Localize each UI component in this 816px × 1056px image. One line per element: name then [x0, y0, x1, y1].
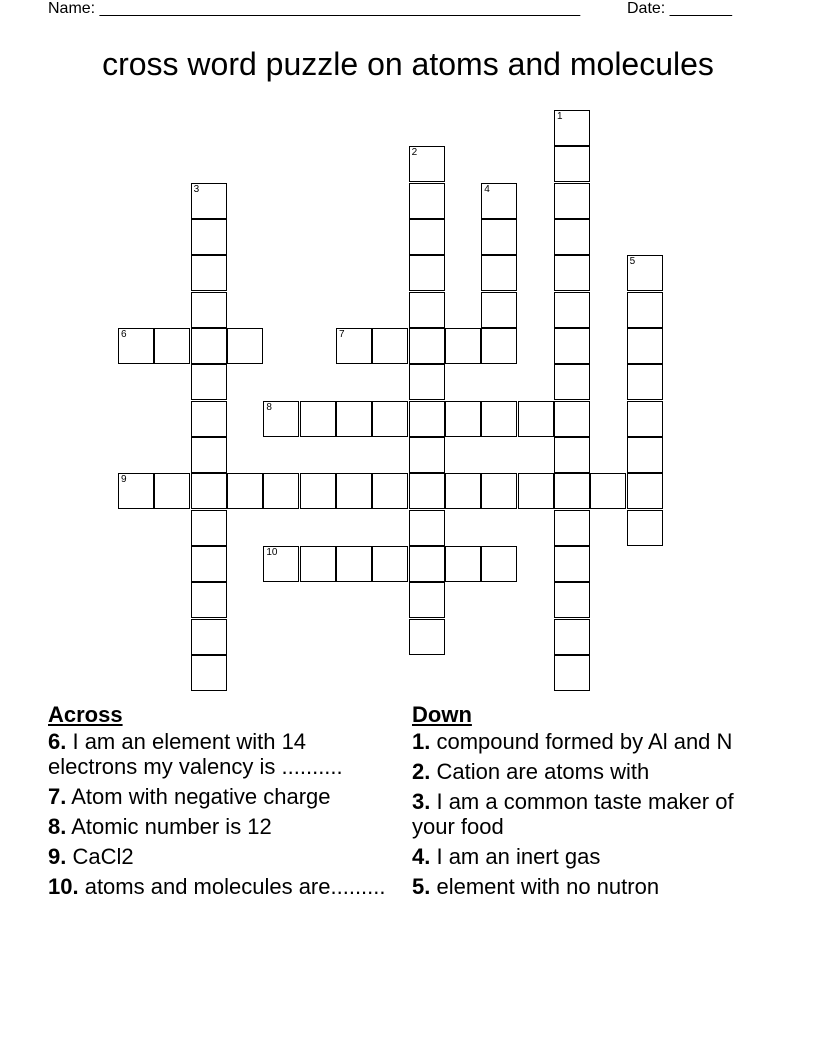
clue-down-5: 5. element with no nutron: [412, 874, 660, 899]
grid-cell[interactable]: [263, 401, 299, 437]
grid-cell[interactable]: [554, 401, 590, 437]
date-field[interactable]: Date: _______: [627, 0, 732, 17]
grid-cell[interactable]: [554, 655, 590, 691]
clue-down-1: 1. compound formed by Al and N: [412, 729, 733, 754]
clue-number: 5: [629, 256, 636, 268]
grid-cell[interactable]: [409, 437, 445, 473]
grid-cell[interactable]: [191, 510, 227, 546]
clue-number: 4: [484, 183, 490, 195]
grid-cell[interactable]: [118, 328, 154, 364]
grid-cell[interactable]: [372, 546, 408, 582]
grid-cell[interactable]: [445, 401, 481, 437]
grid-cell[interactable]: [154, 473, 190, 509]
grid-cell[interactable]: [481, 255, 517, 291]
grid-cell[interactable]: [481, 546, 517, 582]
grid-cell[interactable]: [191, 582, 227, 618]
grid-cell[interactable]: [445, 546, 481, 582]
grid-cell[interactable]: [518, 473, 554, 509]
down-clues: [412, 702, 762, 904]
grid-cell[interactable]: [372, 401, 408, 437]
grid-cell[interactable]: [191, 183, 227, 219]
grid-cell[interactable]: [191, 292, 227, 328]
grid-cell[interactable]: [191, 328, 227, 364]
grid-cell[interactable]: [191, 546, 227, 582]
grid-cell[interactable]: [336, 328, 372, 364]
grid-cell[interactable]: [409, 546, 445, 582]
across-heading: Across: [48, 702, 123, 727]
grid-cell[interactable]: [409, 401, 445, 437]
grid-cell[interactable]: [409, 473, 445, 509]
clue-across-10: 10. atoms and molecules are.........: [48, 874, 386, 899]
grid-cell[interactable]: [554, 364, 590, 400]
grid-cell[interactable]: [191, 619, 227, 655]
clue-number: 7: [338, 328, 345, 340]
grid-cell[interactable]: [336, 473, 372, 509]
clue-number: 1: [556, 111, 563, 122]
clue-number: 6: [121, 328, 127, 340]
grid-cell[interactable]: [554, 255, 590, 291]
grid-cell[interactable]: [409, 255, 445, 291]
grid-cell[interactable]: [627, 328, 663, 364]
grid-cell[interactable]: [372, 328, 408, 364]
grid-cell[interactable]: [191, 255, 227, 291]
clue-number: 3: [193, 183, 200, 195]
down-heading: Down: [412, 702, 472, 727]
grid-cell[interactable]: [154, 328, 190, 364]
grid-cell[interactable]: [409, 619, 445, 655]
grid-cell[interactable]: [409, 364, 445, 400]
grid-cell[interactable]: [554, 110, 590, 146]
grid-cell[interactable]: [554, 582, 590, 618]
grid-cell[interactable]: [372, 473, 408, 509]
grid-cell[interactable]: [191, 655, 227, 691]
grid-cell[interactable]: [263, 546, 299, 582]
grid-cell[interactable]: [445, 473, 481, 509]
grid-cell[interactable]: [481, 183, 517, 219]
grid-cell[interactable]: [227, 328, 263, 364]
grid-cell[interactable]: [118, 473, 154, 509]
grid-cell[interactable]: [300, 473, 336, 509]
grid-cell[interactable]: [191, 473, 227, 509]
grid-cell[interactable]: [554, 146, 590, 182]
grid-cell[interactable]: [481, 401, 517, 437]
grid-cell[interactable]: [300, 546, 336, 582]
grid-cell[interactable]: [481, 292, 517, 328]
grid-cell[interactable]: [336, 546, 372, 582]
grid-cell[interactable]: [409, 219, 445, 255]
grid-cell[interactable]: [554, 292, 590, 328]
grid-cell[interactable]: [518, 401, 554, 437]
page-title: cross word puzzle on atoms and molecules: [102, 46, 714, 82]
clue-down-2: 2. Cation are atoms with: [412, 759, 650, 784]
clue-across-8: 8. Atomic number is 12: [48, 814, 272, 839]
grid-cell[interactable]: [336, 401, 372, 437]
grid-cell[interactable]: [409, 146, 445, 182]
grid-cell[interactable]: [409, 328, 445, 364]
grid-cell[interactable]: [627, 437, 663, 473]
clue-number: 9: [121, 474, 127, 486]
name-field[interactable]: Name: ______________________________________________________: [48, 0, 581, 17]
grid-cell[interactable]: [191, 364, 227, 400]
clue-across-6: 6. I am an element with 14 electrons my valency is ..........: [48, 729, 343, 779]
grid-cell[interactable]: [481, 473, 517, 509]
grid-cell[interactable]: [627, 364, 663, 400]
clue-number: 8: [266, 401, 272, 413]
grid-cell[interactable]: [554, 546, 590, 582]
grid-cell[interactable]: [627, 510, 663, 546]
clue-number: 10: [266, 546, 278, 558]
clue-down-4: 4. I am an inert gas: [412, 844, 601, 869]
clue-across-9: 9. CaCl2: [48, 844, 134, 869]
clue-across-7: 7. Atom with negative charge: [48, 784, 331, 809]
grid-cell[interactable]: [554, 328, 590, 364]
grid-cell[interactable]: [554, 619, 590, 655]
grid-cell[interactable]: [627, 255, 663, 291]
grid-cell[interactable]: [481, 219, 517, 255]
grid-cell[interactable]: [627, 401, 663, 437]
grid-cell[interactable]: [409, 292, 445, 328]
across-clues: [48, 702, 398, 904]
grid-cell[interactable]: [409, 510, 445, 546]
grid-cell[interactable]: [554, 510, 590, 546]
grid-cell[interactable]: [590, 473, 626, 509]
grid-cell[interactable]: [191, 401, 227, 437]
grid-cell[interactable]: [627, 292, 663, 328]
grid-cell[interactable]: [481, 328, 517, 364]
clue-number: 2: [411, 147, 418, 159]
grid-cell[interactable]: [554, 473, 590, 509]
grid-cell[interactable]: [300, 401, 336, 437]
grid-cell[interactable]: [554, 437, 590, 473]
grid-cell[interactable]: [263, 473, 299, 509]
clue-down-3: 3. I am a common taste maker of your food: [412, 789, 734, 839]
grid-cell[interactable]: [445, 328, 481, 364]
grid-cell[interactable]: [191, 437, 227, 473]
grid-cell[interactable]: [409, 183, 445, 219]
grid-cell[interactable]: [191, 219, 227, 255]
grid-cell[interactable]: [627, 473, 663, 509]
grid-cell[interactable]: [227, 473, 263, 509]
grid-cell[interactable]: [554, 219, 590, 255]
grid-cell[interactable]: [409, 582, 445, 618]
grid-cell[interactable]: [554, 183, 590, 219]
